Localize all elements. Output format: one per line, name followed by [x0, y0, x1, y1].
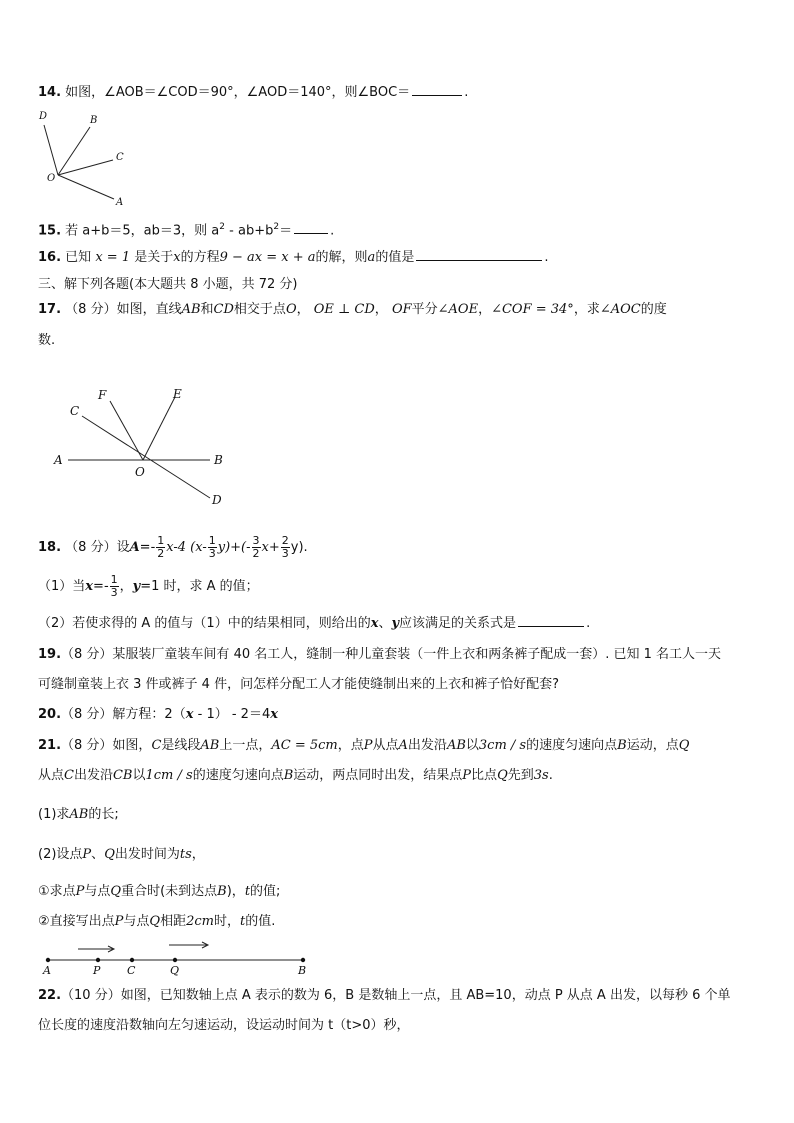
math-expr: ts	[179, 847, 192, 862]
question-text: （8 分）设	[65, 540, 130, 555]
math-var: A	[129, 540, 140, 555]
label-a: A	[54, 453, 63, 467]
question-18	[38, 535, 308, 560]
math-expr: ∠COF = 34°	[491, 302, 574, 317]
question-text: ②直接写出点	[38, 914, 115, 929]
fraction-denominator: 3	[208, 547, 216, 560]
math-text: x+	[261, 540, 280, 555]
question-text: ，求	[573, 302, 600, 317]
math-expr: 3cm / s	[478, 738, 527, 753]
question-number: 19.	[38, 647, 62, 662]
question-text: 出发沿	[73, 768, 113, 783]
question-text: 出发时间为	[114, 847, 180, 862]
fraction	[281, 535, 290, 560]
math-expr: OE ⊥ CD	[313, 302, 375, 317]
question-21-sub-2-2	[38, 913, 275, 931]
question-17-continued: 数.	[38, 333, 56, 348]
label-c: C	[116, 152, 124, 163]
question-text: 相距	[160, 914, 187, 929]
question-15	[38, 218, 334, 240]
lines-figure-17	[50, 383, 240, 513]
question-text: 出发沿	[407, 738, 447, 753]
answer-blank	[412, 83, 462, 96]
math-var: Q	[149, 914, 161, 929]
question-number: 14.	[38, 85, 62, 100]
math-expr: 2cm	[186, 914, 214, 929]
math-var: AB	[181, 302, 201, 317]
question-text: 比点	[471, 768, 498, 783]
question-text: 重合时(未到达点	[121, 884, 218, 899]
question-text: (2)设点	[38, 847, 83, 862]
math-var: P	[363, 738, 373, 753]
question-text: 与点	[123, 914, 150, 929]
question-text: （8 分）如图，直线	[65, 302, 182, 317]
question-text: （8 分）如图，	[61, 738, 152, 753]
question-16	[38, 248, 548, 267]
math-expr: 1cm / s	[145, 768, 193, 783]
math-text: x-4 (x-	[166, 540, 207, 555]
math-text: =-	[93, 579, 109, 594]
question-19-continued: 可缝制童装上衣 3 件或裤子 4 件，问怎样分配工人才能使缝制出来的上衣和裤子恰好配套?	[38, 677, 559, 692]
math-var: C	[64, 768, 74, 783]
math-expr: 3s	[533, 768, 549, 783]
question-text: 的方程	[180, 250, 220, 265]
question-text: （2）若使求得的 A 的值与（1）中的结果相同，则给出的	[38, 616, 371, 631]
math-text: y).	[290, 540, 308, 555]
math-var: B	[283, 768, 294, 783]
math-var: CB	[112, 768, 133, 783]
question-number: 15.	[38, 223, 62, 239]
label-a: A	[116, 197, 124, 208]
label-d: D	[39, 111, 48, 122]
question-21	[38, 737, 689, 755]
math-expr: 9 − ax = x + a	[219, 250, 316, 265]
question-text: =1 时，求 A 的值；	[140, 579, 259, 594]
question-text: ，	[296, 302, 310, 317]
question-14	[38, 83, 468, 102]
question-text: （1）当	[38, 579, 86, 594]
question-18-part-1	[38, 574, 259, 599]
question-text: 的速度匀速向点	[526, 738, 618, 753]
question-text: （8 分）解方程：2（	[61, 707, 186, 722]
exponent: 2	[219, 222, 226, 232]
question-text: 上一点，	[219, 738, 272, 753]
question-number: 21.	[38, 738, 62, 753]
question-21-sub-2-1	[38, 883, 280, 901]
math-var: B	[617, 738, 627, 753]
question-text: - 1） - 2＝4	[193, 707, 271, 722]
label-a: A	[43, 964, 51, 977]
question-text: （10 分）如图，已知数轴上点 A 表示的数为 6，B 是数轴上一点，且 AB=10，动点 P 从点 A 出发，以每秒 6 个单	[61, 988, 731, 1003]
math-expr: x = 1	[95, 250, 131, 265]
question-text: ，点	[337, 738, 364, 753]
question-text: 以	[465, 738, 479, 753]
question-text: 的速度匀速向点	[192, 768, 284, 783]
label-b: B	[90, 115, 98, 126]
question-text: ，	[119, 579, 133, 594]
label-b: B	[214, 453, 223, 467]
exponent: 2	[273, 222, 280, 232]
math-var: x	[370, 616, 379, 631]
label-o: O	[135, 465, 145, 479]
question-21-sub-1	[38, 806, 119, 824]
label-c: C	[127, 964, 136, 977]
question-text: 的值是	[375, 250, 415, 265]
question-text: 运动，点	[626, 738, 679, 753]
question-number: 18.	[38, 540, 62, 555]
question-text: 的值;	[250, 884, 281, 899]
fraction-denominator: 3	[110, 586, 118, 599]
answer-blank	[518, 614, 584, 627]
question-text: 从点	[38, 768, 65, 783]
math-var: C	[151, 738, 162, 753]
math-var: CD	[213, 302, 234, 317]
question-text: 与点	[84, 884, 111, 899]
question-text: - ab+b	[225, 223, 274, 239]
question-text: ①求点	[38, 884, 76, 899]
question-text: 已知	[65, 250, 92, 265]
question-text: 的度	[640, 302, 667, 317]
question-text: 应该满足的关系式是	[399, 616, 517, 631]
question-text: (1)求	[38, 807, 70, 822]
math-var: P	[462, 768, 472, 783]
math-var: P	[75, 884, 85, 899]
math-expr: AC = 5cm	[271, 738, 338, 753]
question-text: 的长;	[88, 807, 119, 822]
fraction	[110, 574, 119, 599]
question-text: 相交于点	[233, 302, 286, 317]
fraction-numerator: 1	[110, 573, 118, 586]
fraction-numerator: 1	[208, 534, 216, 547]
question-number: 17.	[38, 302, 62, 317]
math-var: t	[244, 884, 251, 899]
segment-figure-21	[38, 938, 318, 978]
question-text: )，	[226, 884, 245, 899]
math-var: P	[82, 847, 92, 862]
period: .	[548, 768, 553, 783]
fraction	[156, 535, 165, 560]
question-text: 从点	[372, 738, 399, 753]
question-text: 以	[132, 768, 146, 783]
label-d: D	[212, 493, 222, 507]
answer-blank	[416, 248, 542, 261]
math-var: Q	[110, 884, 122, 899]
label-f: F	[98, 388, 107, 402]
math-var: A	[398, 738, 408, 753]
math-var: AB	[69, 807, 89, 822]
math-var: Q	[678, 738, 690, 753]
math-var: B	[217, 884, 227, 899]
question-21-line-2	[38, 767, 553, 785]
math-expr: ∠AOE	[437, 302, 479, 317]
question-number: 16.	[38, 250, 62, 265]
question-text: 时，	[214, 914, 241, 929]
math-var: OF	[391, 302, 412, 317]
math-text: =-	[139, 540, 156, 555]
question-text: 和	[200, 302, 214, 317]
question-text: 运动，两点同时出发，结果点	[293, 768, 463, 783]
label-b: B	[298, 964, 307, 977]
label-e: E	[173, 387, 182, 401]
label-q: Q	[170, 964, 180, 977]
question-text: ＝	[279, 223, 293, 239]
math-var: AB	[446, 738, 466, 753]
question-text: 、	[378, 616, 392, 631]
math-expr: ∠AOC	[599, 302, 641, 317]
math-var: a	[367, 250, 376, 265]
fraction-denominator: 2	[157, 547, 165, 560]
math-var: x	[270, 707, 278, 722]
question-text: ，	[478, 302, 492, 317]
math-var: t	[240, 914, 246, 929]
math-var: AB	[200, 738, 220, 753]
question-text: （8 分）某服装厂童装车间有 40 名工人，缝制一种儿童套装（一件上衣和两条裤子配成一套）. 已知 1 名工人一天	[61, 647, 722, 662]
period: .	[586, 616, 591, 631]
question-text: 若 a+b＝5，ab＝3，则 a	[65, 223, 220, 239]
question-number: 22.	[38, 988, 62, 1003]
question-text: ，	[374, 302, 388, 317]
fraction-numerator: 2	[281, 534, 289, 547]
fraction-denominator: 3	[281, 547, 289, 560]
question-text: 是关于	[134, 250, 174, 265]
fraction-numerator: 3	[252, 534, 260, 547]
math-var: Q	[104, 847, 115, 862]
question-20	[38, 706, 278, 724]
question-19	[38, 646, 721, 664]
question-22-continued: 位长度的速度沿数轴向左匀速运动，设运动时间为 t（t>0）秒，	[38, 1018, 410, 1033]
angle-figure-14	[36, 108, 136, 208]
math-var: x	[85, 579, 94, 594]
math-var: y	[391, 616, 400, 631]
period: .	[464, 85, 469, 100]
question-22	[38, 987, 731, 1005]
math-text: y)+(-	[217, 540, 251, 555]
label-c: C	[70, 404, 80, 418]
question-21-sub-2	[38, 846, 205, 864]
math-var: Q	[497, 768, 508, 783]
math-var: x	[173, 250, 181, 265]
question-text: 如图，∠AOB＝∠COD＝90°，∠AOD＝140°，则∠BOC＝	[65, 85, 411, 100]
question-text: 是线段	[161, 738, 201, 753]
label-p: P	[93, 964, 101, 977]
math-var: y	[132, 579, 141, 594]
question-text: ，	[191, 847, 205, 862]
question-text: 的解，则	[315, 250, 368, 265]
section-heading: 三、解下列各题(本大题共 8 小题，共 72 分)	[38, 277, 298, 292]
question-text: 平分	[411, 302, 438, 317]
period: .	[330, 223, 335, 239]
math-var: O	[285, 302, 297, 317]
fraction	[252, 535, 261, 560]
math-var: P	[114, 914, 124, 929]
question-number: 20.	[38, 707, 62, 722]
question-17	[38, 301, 667, 319]
question-text: 、	[91, 847, 105, 862]
fraction-numerator: 1	[157, 534, 165, 547]
answer-blank	[294, 221, 328, 234]
math-var: x	[185, 707, 194, 722]
label-o: O	[47, 173, 56, 184]
question-text: 先到	[507, 768, 534, 783]
question-18-part-2	[38, 614, 590, 633]
question-text: 的值.	[245, 914, 276, 929]
fraction	[208, 535, 217, 560]
fraction-denominator: 2	[252, 547, 260, 560]
period: .	[544, 250, 549, 265]
